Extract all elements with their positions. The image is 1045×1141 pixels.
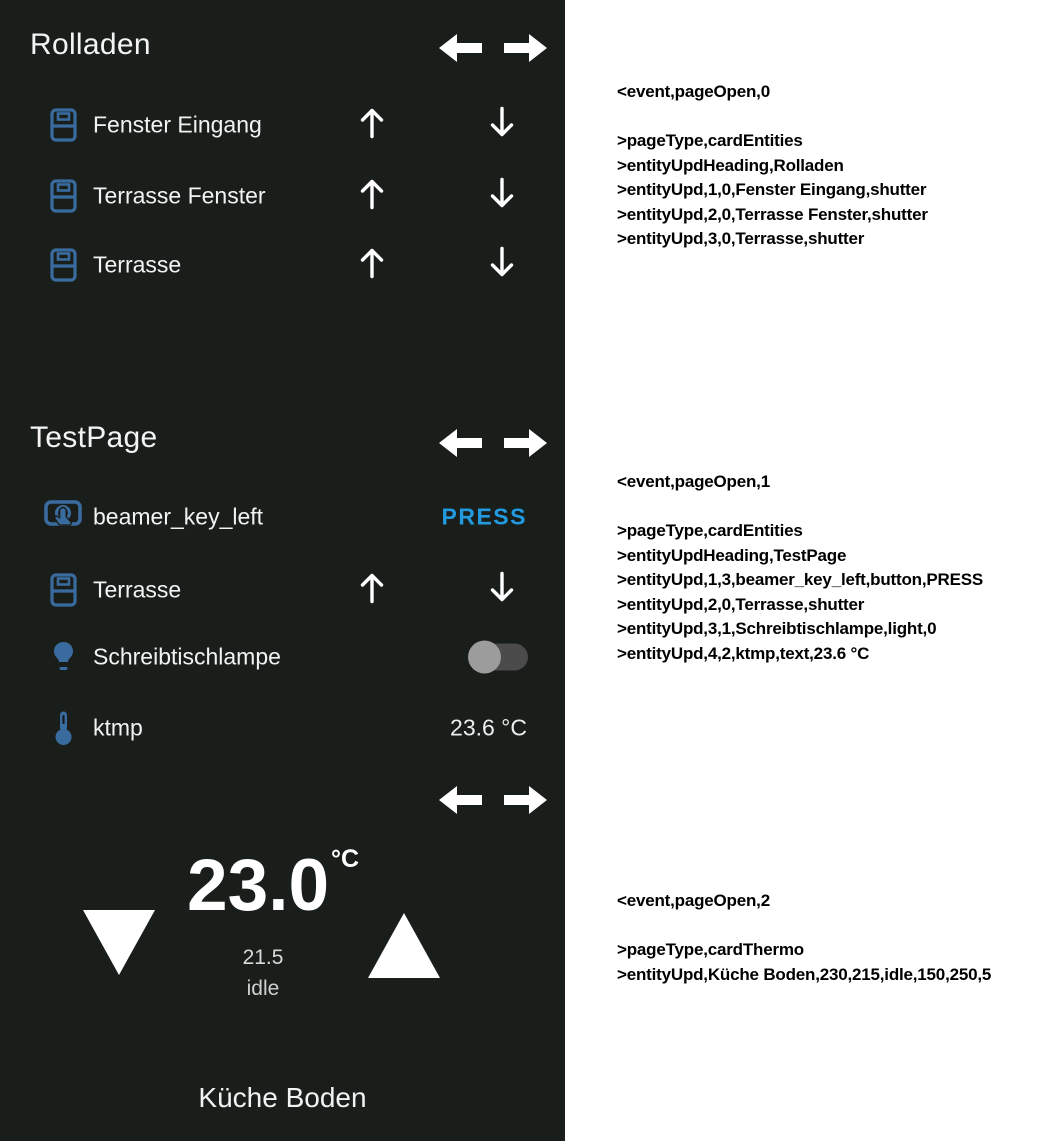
entity-row-terrasse-fenster <box>0 174 565 218</box>
shutter-down-button[interactable] <box>487 106 517 145</box>
temp-decrease-button[interactable] <box>82 909 156 982</box>
arrow-up-icon <box>363 111 382 137</box>
shutter-down-button[interactable] <box>487 571 517 610</box>
arrow-down-icon <box>493 109 512 135</box>
arrow-left-icon <box>439 786 482 814</box>
log-line: >entityUpdHeading,TestPage <box>617 545 847 565</box>
next-page-button[interactable] <box>504 33 548 63</box>
log-line: >entityUpd,2,0,Terrasse Fenster,shutter <box>617 204 928 224</box>
card-testpage-nav <box>438 428 548 458</box>
window-shutter-icon <box>44 108 82 142</box>
next-page-button[interactable] <box>504 785 548 815</box>
prev-page-button[interactable] <box>438 428 482 458</box>
thermometer-icon <box>44 710 82 746</box>
log-line: >entityUpd,2,0,Terrasse,shutter <box>617 594 865 614</box>
prev-page-button[interactable] <box>438 33 482 63</box>
log-block-page0 <box>617 80 1042 252</box>
hvac-state: idle <box>246 977 280 1000</box>
entity-row-ktmp <box>0 706 565 750</box>
log-line: <event,pageOpen,1 <box>617 472 770 491</box>
triangle-up-icon <box>368 913 440 978</box>
arrow-down-icon <box>493 249 512 275</box>
press-button[interactable]: PRESS <box>441 503 527 530</box>
entity-row-schreibtischlampe <box>0 635 565 679</box>
temperature-unit: °C <box>331 845 360 873</box>
arrow-down-icon <box>493 180 512 206</box>
log-line: >entityUpd,Küche Boden,230,215,idle,150,250,5 <box>617 964 992 984</box>
shutter-up-button[interactable] <box>357 177 387 216</box>
shutter-down-button[interactable] <box>487 177 517 216</box>
light-toggle-off[interactable] <box>471 644 528 671</box>
arrow-right-icon <box>504 429 547 457</box>
entity-row-terrasse <box>0 243 565 287</box>
log-line <box>617 495 1042 520</box>
entity-label: ktmp <box>93 714 143 741</box>
prev-page-button[interactable] <box>438 785 482 815</box>
arrow-left-icon <box>439 429 482 457</box>
card-testpage-title: TestPage <box>30 421 158 454</box>
triangle-down-icon <box>83 910 155 975</box>
log-line: >entityUpd,4,2,ktmp,text,23.6 °C <box>617 643 870 663</box>
thermostat-name: Küche Boden <box>198 1082 367 1113</box>
log-line <box>617 914 1042 939</box>
entity-label: Fenster Eingang <box>93 111 262 138</box>
entity-label: Terrasse Fenster <box>93 182 266 209</box>
window-shutter-icon <box>44 179 82 213</box>
arrow-right-icon <box>504 34 547 62</box>
log-line: >pageType,cardThermo <box>617 940 804 959</box>
shutter-down-button[interactable] <box>487 246 517 285</box>
target-temperature: 21.5 <box>242 946 284 969</box>
gesture-tap-button-icon <box>44 500 82 534</box>
arrow-up-icon <box>363 182 382 208</box>
entity-label: Terrasse <box>93 576 182 603</box>
shutter-up-button[interactable] <box>357 246 387 285</box>
card-rolladen-nav <box>438 33 548 63</box>
toggle-knob <box>468 641 501 674</box>
card-rolladen-title: Rolladen <box>30 28 151 61</box>
window-shutter-icon <box>44 573 82 607</box>
log-line: >entityUpd,3,0,Terrasse,shutter <box>617 229 865 248</box>
log-block-page2 <box>617 889 1042 987</box>
next-page-button[interactable] <box>504 428 548 458</box>
entity-row-terrasse-2 <box>0 568 565 612</box>
current-temperature: 23.0 <box>187 845 330 926</box>
entity-label: Schreibtischlampe <box>93 643 281 670</box>
arrow-up-icon <box>363 251 382 277</box>
shutter-up-button[interactable] <box>357 106 387 145</box>
shutter-up-button[interactable] <box>357 571 387 610</box>
log-line: <event,pageOpen,0 <box>617 82 770 101</box>
window-shutter-icon <box>44 248 82 282</box>
arrow-right-icon <box>504 786 547 814</box>
temp-increase-button[interactable] <box>367 912 441 985</box>
log-line: >entityUpd,3,1,Schreibtischlampe,light,0 <box>617 619 937 638</box>
lightbulb-icon <box>44 641 82 673</box>
log-line: <event,pageOpen,2 <box>617 891 770 910</box>
text-entity-value: 23.6 °C <box>450 714 527 741</box>
entity-label: Terrasse <box>93 251 182 278</box>
log-line <box>617 105 1042 130</box>
log-line: >pageType,cardEntities <box>617 521 803 540</box>
log-line: >entityUpd,1,0,Fenster Eingang,shutter <box>617 180 927 199</box>
entity-row-beamer-key-left <box>0 495 565 539</box>
arrow-down-icon <box>493 574 512 600</box>
arrow-left-icon <box>439 34 482 62</box>
entity-row-fenster-eingang <box>0 103 565 147</box>
log-line: >entityUpd,1,3,beamer_key_left,button,PRESS <box>617 570 983 589</box>
log-line: >entityUpdHeading,Rolladen <box>617 155 844 175</box>
arrow-up-icon <box>363 576 382 602</box>
log-line: >pageType,cardEntities <box>617 131 803 150</box>
log-block-page1 <box>617 470 1042 666</box>
card-thermo-nav <box>438 785 548 815</box>
entity-label: beamer_key_left <box>93 503 264 530</box>
